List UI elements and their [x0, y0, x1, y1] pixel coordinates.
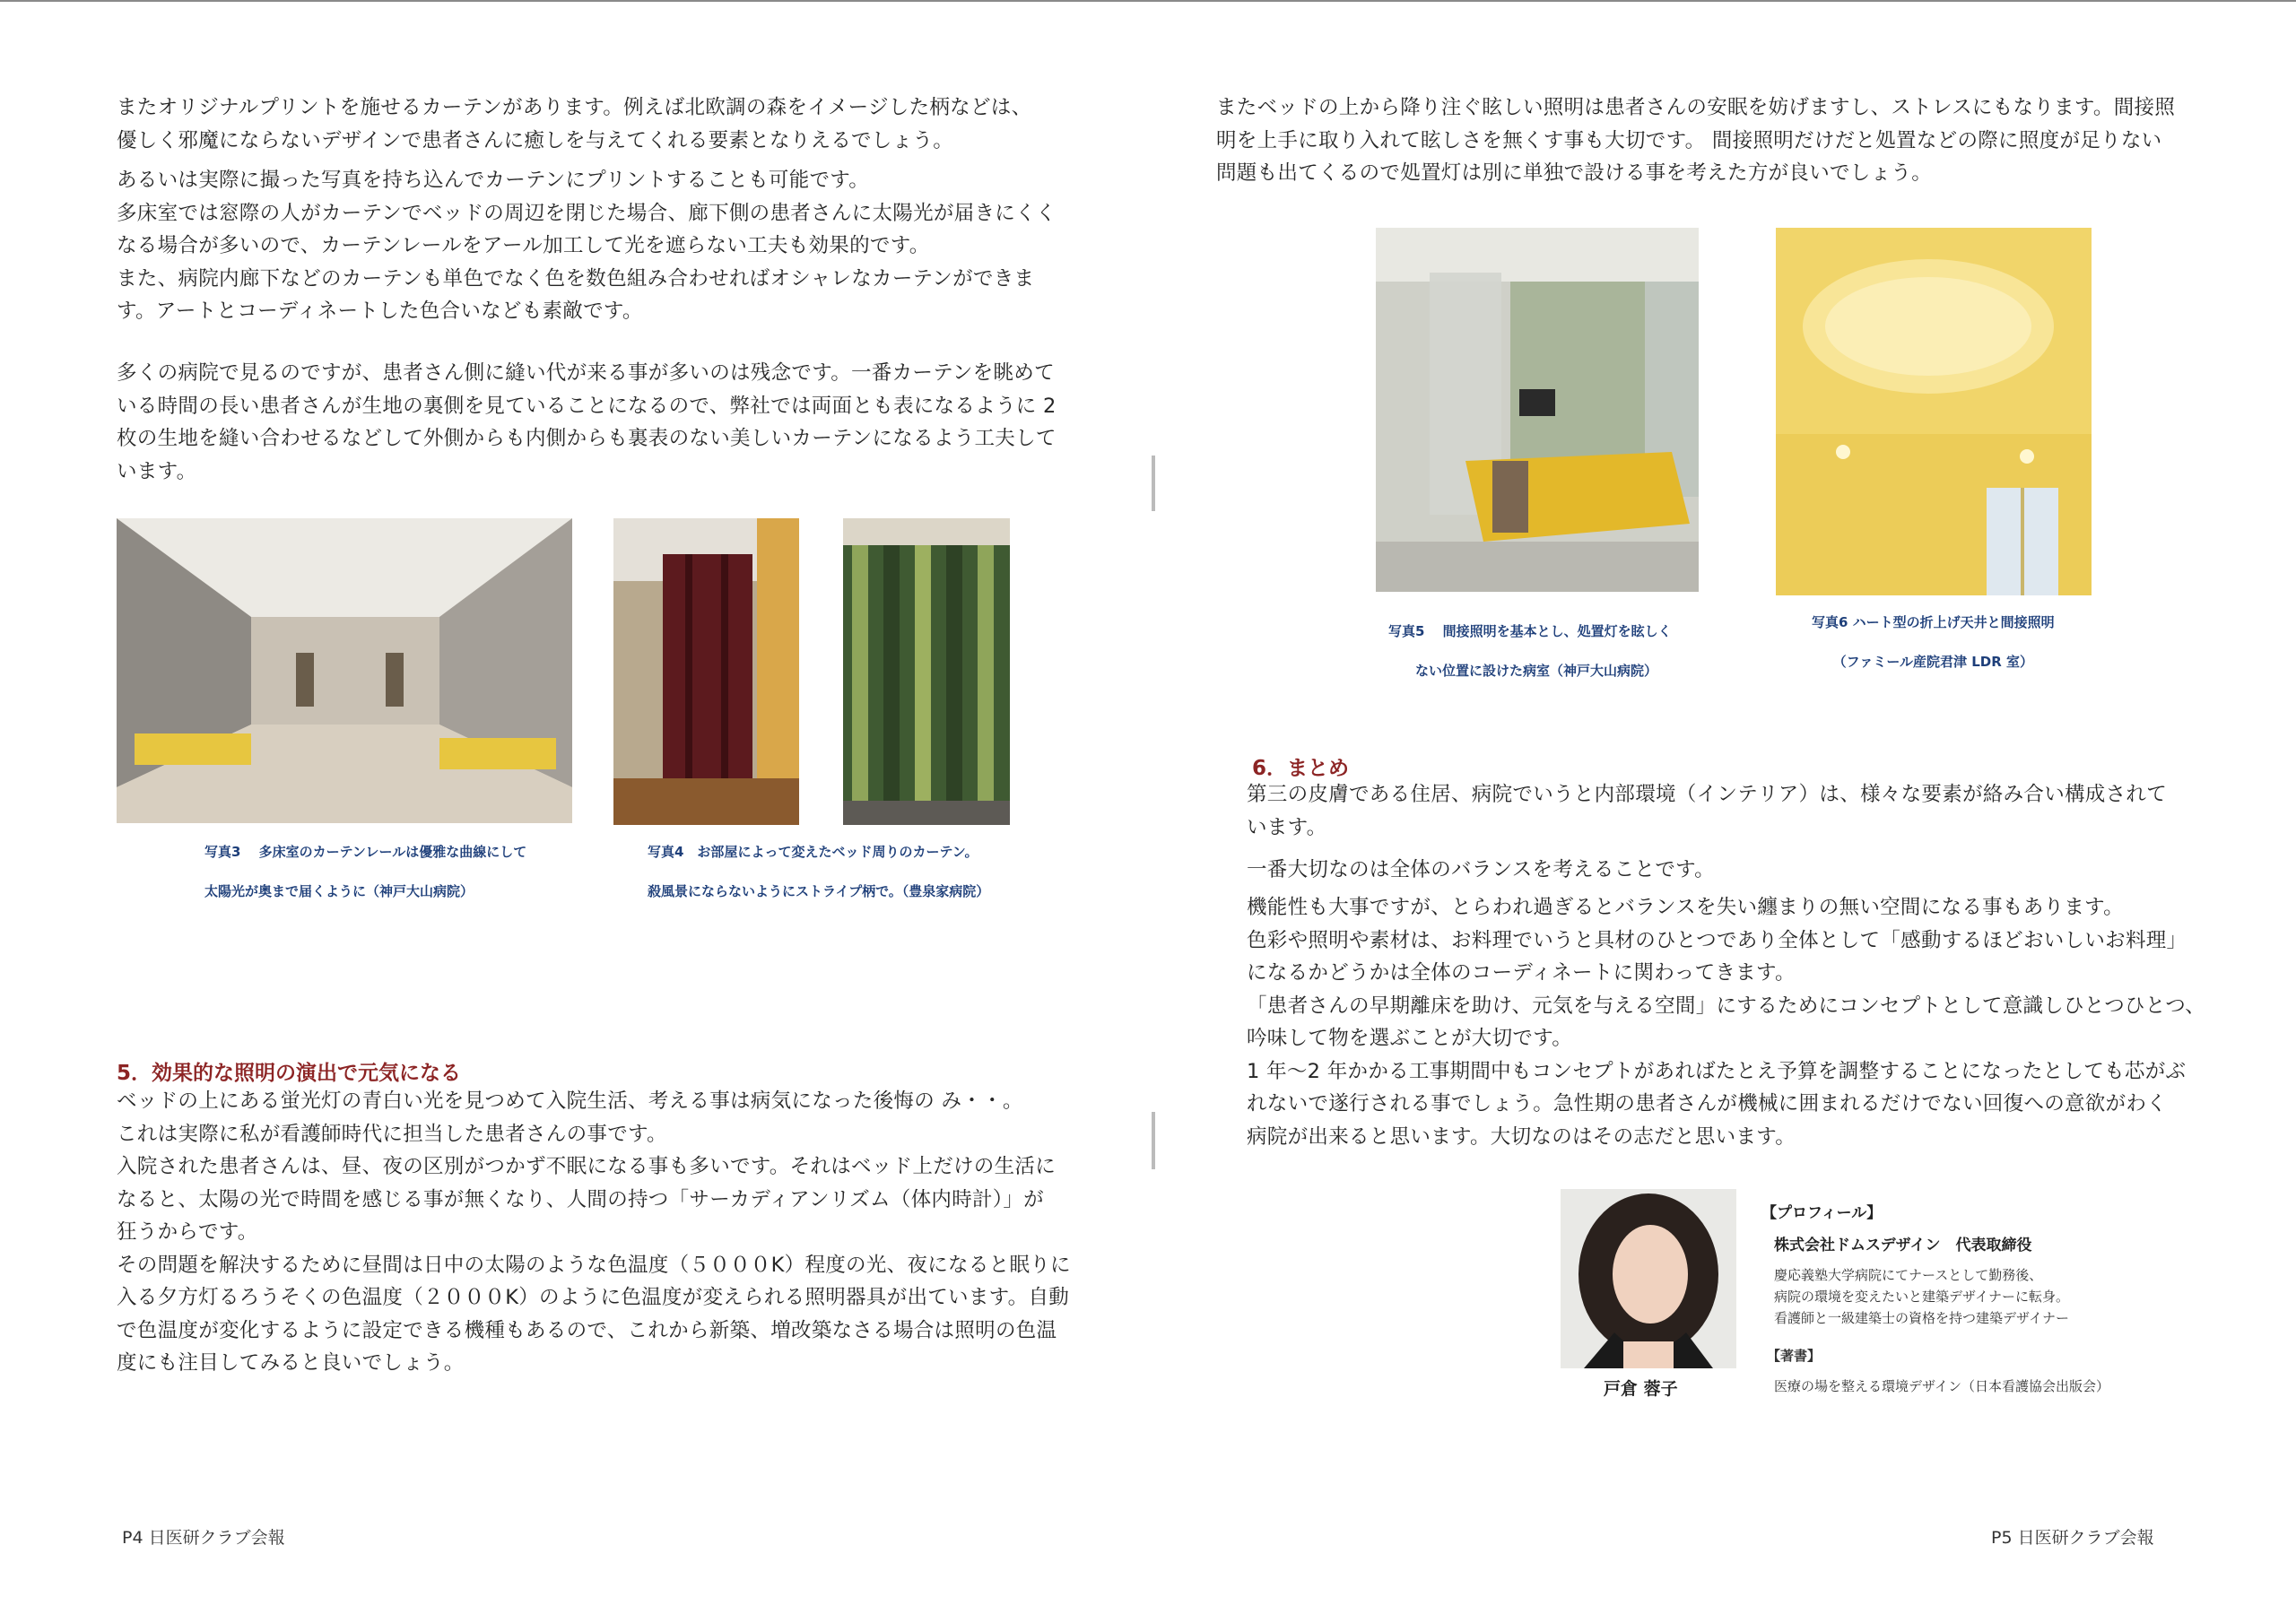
intro-paragraph-3: 多くの病院で見るのですが、患者さん側に縫い代が来る事が多いのは残念です。一番カーテンを眺めて いる時間の長い患者さんが生地の裏側を見ていることになるので、弊社では両面とも表になるように 2 枚の生地を縫い合わせるなどして外側からも内側からも裏表のない美しいカーテンになるよう工夫して います。: [117, 361, 1057, 483]
profile-company: 株式会社ドムスデザイン 代表取締役: [1774, 1237, 2032, 1254]
page-5-footer: P5 日医研クラブ会報: [1991, 1528, 2154, 1548]
binding-mark-upper: [1152, 456, 1155, 511]
author-portrait: [1561, 1189, 1736, 1368]
photo-4-curtain-stripe-image: [843, 518, 1010, 825]
profile-book: 医療の場を整える環境デザイン（日本看護協会出版会）: [1774, 1378, 2109, 1394]
page-4-footer: P4 日医研クラブ会報: [122, 1528, 285, 1548]
author-name: 戸倉 蓉子: [1604, 1379, 1678, 1399]
photo-6-ceiling-image: [1776, 228, 2092, 595]
photo-4-curtain-red-image: [613, 518, 799, 825]
profile-heading: 【プロフィール】: [1761, 1204, 1883, 1222]
photo-5-room-image: [1376, 228, 1699, 592]
profile-bio: 慶応義塾大学病院にてナースとして勤務後、 病院の環境を変えたいと建築デザイナーに転身。 看護師と一級建築士の資格を持つ建築デザイナー: [1774, 1267, 2069, 1326]
photo-5-caption: 写真5 間接照明を基本とし、処置灯を眩しく ない位置に設けた病室（神戸大山病院）: [1388, 623, 1672, 679]
intro-paragraph-2: あるいは実際に撮った写真を持ち込んでカーテンにプリントすることも可能です。 多床室では窓際の人がカーテンでベッドの周辺を閉じた場合、廊下側の患者さんに太陽光が届きにくく なる場合が多いので、カーテンレールをアール加工して光を遮らない工夫も効果的です。 また、病院内廊下などのカーテンも単色でなく色を数色組み合わせればオシャレなカーテンができま す。アートとコーディネートした色合いなども素敵です。: [117, 169, 1057, 323]
section-6-heading: 6．まとめ: [1252, 757, 1350, 780]
photo-6-caption: 写真6 ハート型の折上げ天井と間接照明 （ファミール産院君津 LDR 室）: [1812, 614, 2055, 670]
photo-3-ward-image: [117, 518, 572, 823]
section-5-heading: 5．効果的な照明の演出で元気になる: [117, 1062, 462, 1085]
right-intro-paragraph: またベッドの上から降り注ぐ眩しい照明は患者さんの安眠を妨げますし、ストレスにもなります。間接照 明を上手に取り入れて眩しさを無くす事も大切です。 間接照明だけだと処置などの際に照度が足りない 問題も出てくるので処置灯は別に単独で設ける事を考えた方が良いでしょう。: [1216, 96, 2176, 185]
section-6-paragraph-1: 第三の皮膚である住居、病院でいうと内部環境（インテリア）は、様々な要素が絡み合い構成されて います。: [1247, 783, 2168, 839]
section-6-paragraph-3: 機能性も大事ですが、とらわれ過ぎるとバランスを失い纏まりの無い空間になる事もあります。 色彩や照明や素材は、お料理でいうと具材のひとつであり全体として「感動するほどおいしいお料理」 になるかどうかは全体のコーディネートに関わってきます。 「患者さんの早期離床を助け、元気を与える空間」にするためにコンセプトとして意識しひとつひとつ、 吟味して物を選ぶことが大切です。 1 年～2 年かかる工事期間中もコンセプトがあればたとえ予算を調整することになったとしても芯がぶ れないで遂行される事でしょう。急性期の患者さんが機械に囲まれるだけでない回復への意欲がわく 病院が出来ると思います。大切なのはその志だと思います。: [1247, 896, 2205, 1149]
section-6-paragraph-2: 一番大切なのは全体のバランスを考えることです。: [1247, 858, 1715, 881]
section-5-body: ベッドの上にある蛍光灯の青白い光を見つめて入院生活、考える事は病気になった後悔の み・・。 これは実際に私が看護師時代に担当した患者さんの事です。 入院された患者さんは、昼、夜の区別がつかず不眠になる事も多いです。それはベッド上だけの生活に なると、太陽の光で時間を感じる事が無くなり、人間の持つ「サーカディアンリズム（体内時計）」が 狂うからです。 その問題を解決するために昼間は日中の太陽のような色温度（５０００K）程度の光、夜になると眠りに 入る夕方灯るろうそくの色温度（２０００K）のように色温度が変えられる照明器具が出ています。自動 で色温度が変化するように設定できる機種もあるので、これから新築、増改築なさる場合は照明の色温 度にも注目してみると良いでしょう。: [117, 1089, 1071, 1375]
binding-mark-lower: [1152, 1112, 1155, 1169]
profile-books-label: 【著書】: [1767, 1348, 1822, 1364]
scan-top-edge: [0, 0, 2296, 2]
photo-3-caption: 写真3 多床室のカーテンレールは優雅な曲線にして 太陽光が奥まで届くように（神戸大山病院）: [204, 844, 527, 899]
photo-4-caption: 写真4 お部屋によって変えたベッド周りのカーテン。 殺風景にならないようにストライプ柄で。（豊泉家病院）: [648, 844, 990, 899]
intro-paragraph-1: またオリジナルプリントを施せるカーテンがあります。例えば北欧調の森をイメージした柄などは、 優しく邪魔にならないデザインで患者さんに癒しを与えてくれる要素となりえるでしょう。: [117, 96, 1032, 152]
